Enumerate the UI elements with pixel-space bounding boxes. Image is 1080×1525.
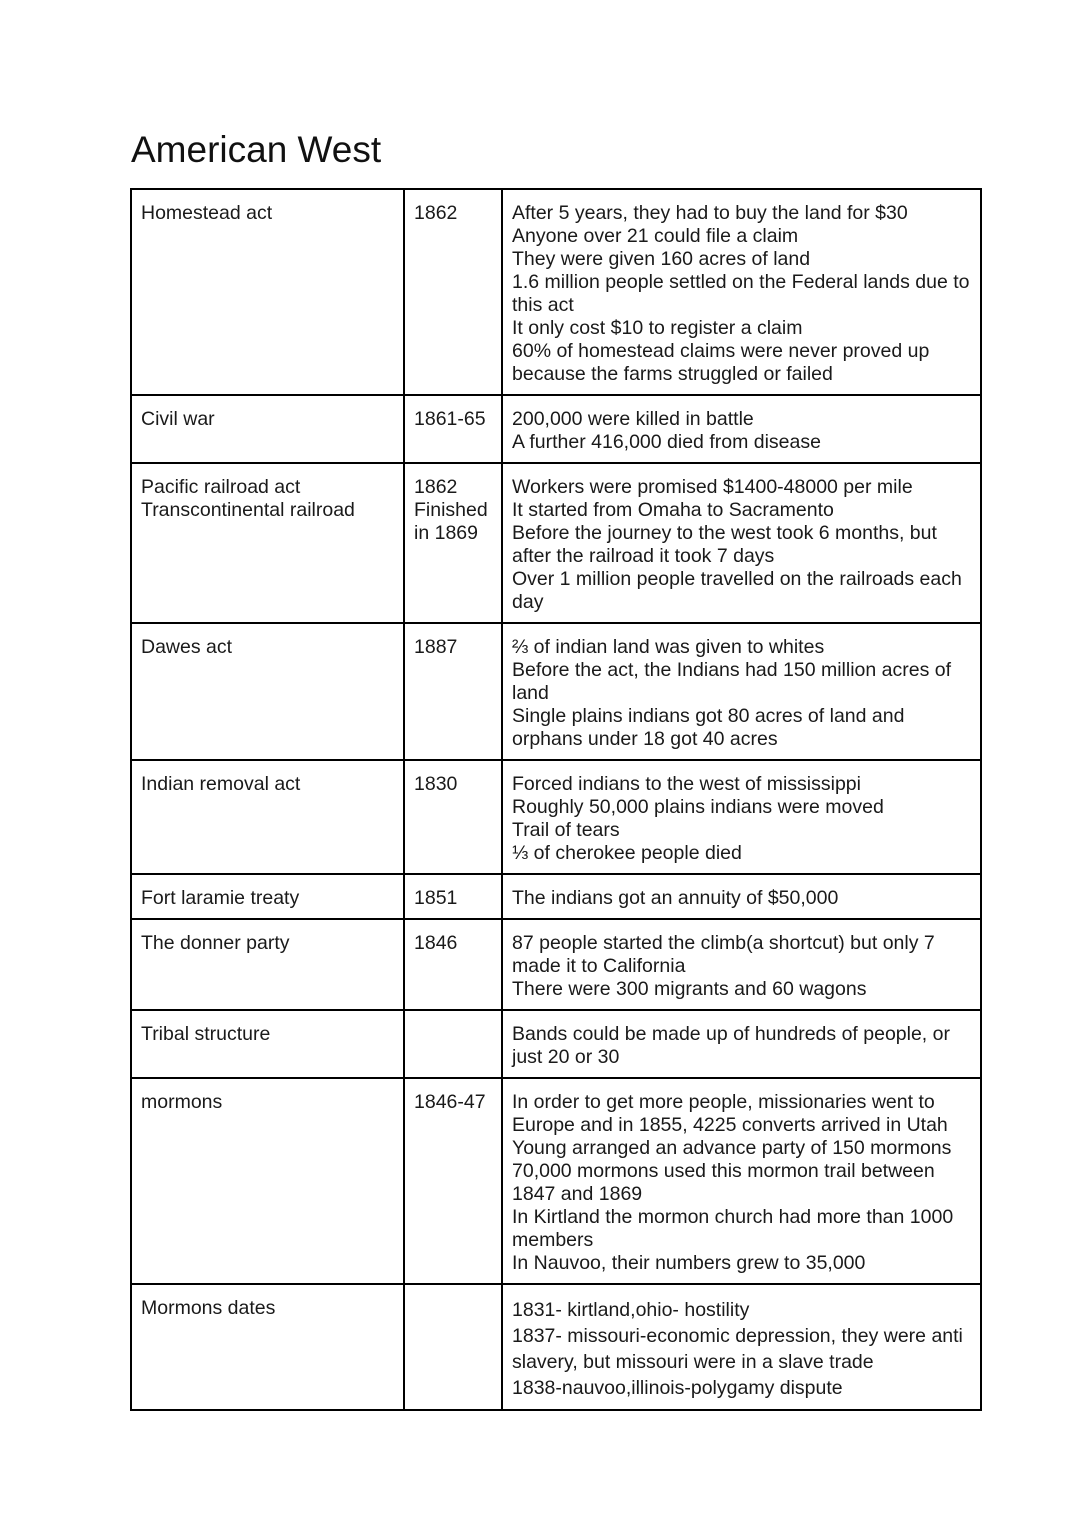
- topic-text: Transcontinental railroad: [141, 499, 355, 521]
- topic-text: Homestead act: [141, 202, 273, 224]
- topic-cell: [131, 1010, 404, 1078]
- detail-line: ⅓ of cherokee people died: [512, 842, 742, 864]
- topic-text: Civil war: [141, 408, 215, 430]
- detail-line: ⅔ of indian land was given to whites: [512, 636, 825, 658]
- detail-line: Trail of tears: [512, 819, 620, 841]
- detail-line: Single plains indians got 80 acres of land and orphans under 18 got 40 acres: [512, 705, 905, 750]
- detail-line: It started from Omaha to Sacramento: [512, 499, 834, 521]
- date-cell: [404, 463, 502, 623]
- detail-line: It only cost $10 to register a claim: [512, 317, 803, 339]
- details-cell: [502, 189, 981, 395]
- date-cell: [404, 1078, 502, 1284]
- table-row: [131, 874, 981, 919]
- detail-line: Roughly 50,000 plains indians were moved: [512, 796, 884, 818]
- details-cell: [502, 919, 981, 1010]
- topic-cell: [131, 623, 404, 760]
- topic-cell: [131, 919, 404, 1010]
- detail-line: Before the journey to the west took 6 months, but after the railroad it took 7 days: [512, 522, 937, 567]
- detail-line: 1838-nauvoo,illinois-polygamy dispute: [512, 1377, 843, 1399]
- date-cell: [404, 1284, 502, 1410]
- topic-text: Pacific railroad act: [141, 476, 301, 498]
- detail-line: There were 300 migrants and 60 wagons: [512, 978, 867, 1000]
- detail-line: 70,000 mormons used this mormon trail between 1847 and 1869: [512, 1160, 935, 1205]
- date-cell: [404, 1010, 502, 1078]
- page-title: American West: [131, 129, 382, 170]
- detail-line: They were given 160 acres of land: [512, 248, 811, 270]
- details-cell: [502, 874, 981, 919]
- detail-line: The indians got an annuity of $50,000: [512, 887, 839, 909]
- table-row: [131, 463, 981, 623]
- date-cell: [404, 760, 502, 874]
- detail-line: 87 people started the climb(a shortcut) but only 7 made it to California: [512, 932, 935, 977]
- topic-cell: [131, 189, 404, 395]
- date-text: 1830: [414, 773, 458, 795]
- details-cell: [502, 463, 981, 623]
- topic-cell: [131, 463, 404, 623]
- date-text: 1862: [414, 476, 458, 498]
- detail-line: In Nauvoo, their numbers grew to 35,000: [512, 1252, 866, 1274]
- date-text: 1851: [414, 887, 458, 909]
- detail-line: 1831- kirtland,ohio- hostility: [512, 1299, 750, 1321]
- table-row: [131, 623, 981, 760]
- date-cell: [404, 874, 502, 919]
- topic-text: Fort laramie treaty: [141, 887, 300, 909]
- detail-line: 60% of homestead claims were never proved up because the farms struggled or failed: [512, 340, 930, 385]
- topic-text: Mormons dates: [141, 1297, 276, 1319]
- detail-line: 1837- missouri-economic depression, they were anti slavery, but missouri were in a slave trade: [512, 1325, 963, 1373]
- topic-cell: [131, 1284, 404, 1410]
- date-text: 1887: [414, 636, 458, 658]
- date-cell: [404, 919, 502, 1010]
- date-text: 1861-65: [414, 408, 486, 430]
- topic-text: Dawes act: [141, 636, 233, 658]
- table-row: [131, 760, 981, 874]
- details-cell: [502, 1078, 981, 1284]
- detail-line: Before the act, the Indians had 150 million acres of land: [512, 659, 952, 704]
- detail-line: In order to get more people, missionaries went to Europe and in 1855, 4225 converts arrived in Utah: [512, 1091, 948, 1136]
- details-cell: [502, 623, 981, 760]
- table-row: [131, 1078, 981, 1284]
- date-text: Finished in 1869: [414, 499, 488, 544]
- detail-line: 200,000 were killed in battle: [512, 408, 754, 430]
- topic-text: Tribal structure: [141, 1023, 271, 1045]
- table-row: [131, 1010, 981, 1078]
- topic-cell: [131, 760, 404, 874]
- table-row: [131, 189, 981, 395]
- detail-line: 1.6 million people settled on the Federal lands due to this act: [512, 271, 970, 316]
- detail-line: In Kirtland the mormon church had more than 1000 members: [512, 1206, 954, 1251]
- history-notes-table: [130, 188, 982, 1411]
- date-text: 1846: [414, 932, 458, 954]
- topic-cell: [131, 1078, 404, 1284]
- topic-cell: [131, 874, 404, 919]
- topic-text: Indian removal act: [141, 773, 301, 795]
- detail-line: After 5 years, they had to buy the land for $30: [512, 202, 908, 224]
- date-cell: [404, 395, 502, 463]
- details-cell: [502, 1010, 981, 1078]
- date-text: 1862: [414, 202, 458, 224]
- detail-line: Forced indians to the west of mississippi: [512, 773, 861, 795]
- detail-line: Anyone over 21 could file a claim: [512, 225, 799, 247]
- detail-line: Bands could be made up of hundreds of people, or just 20 or 30: [512, 1023, 950, 1068]
- details-cell: [502, 395, 981, 463]
- detail-line: A further 416,000 died from disease: [512, 431, 821, 453]
- detail-line: Young arranged an advance party of 150 mormons: [512, 1137, 952, 1159]
- table-row: [131, 1284, 981, 1410]
- table-row: [131, 395, 981, 463]
- details-cell: [502, 760, 981, 874]
- topic-cell: [131, 395, 404, 463]
- table-row: [131, 919, 981, 1010]
- date-cell: [404, 189, 502, 395]
- detail-line: Over 1 million people travelled on the railroads each day: [512, 568, 962, 613]
- detail-line: Workers were promised $1400-48000 per mile: [512, 476, 913, 498]
- topic-text: The donner party: [141, 932, 290, 954]
- topic-text: mormons: [141, 1091, 223, 1113]
- date-cell: [404, 623, 502, 760]
- details-cell: [502, 1284, 981, 1410]
- date-text: 1846-47: [414, 1091, 486, 1113]
